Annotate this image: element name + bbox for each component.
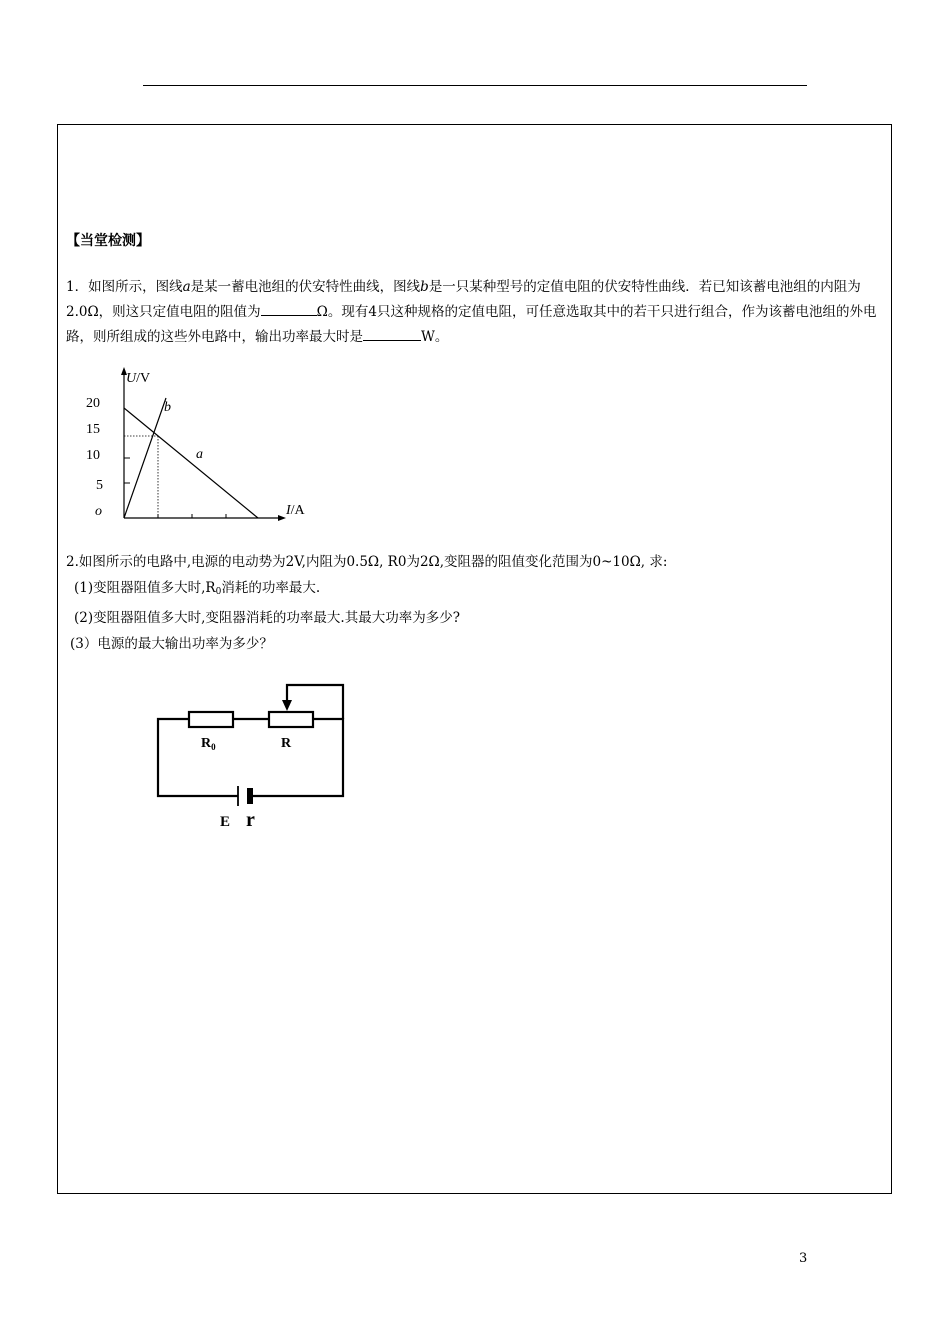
- section-title: 【当堂检测】: [66, 233, 150, 249]
- slider-arrow-icon: [282, 700, 292, 711]
- circuit-diagram: [150, 678, 360, 838]
- question-2-stem: 2.如图所示的电路中,电源的电动势为2V,内阻为0.5Ω, R0为2Ω,变阻器的阻值变化范围为0~10Ω, 求:: [66, 554, 668, 570]
- y-tick-label: 15: [86, 422, 100, 437]
- y-tick-label: 5: [96, 478, 103, 493]
- internal-resistance-label: r: [246, 809, 255, 831]
- wire-left: [158, 719, 238, 796]
- y-axis-label: U/V: [126, 371, 151, 386]
- line-a-label: a: [196, 447, 203, 462]
- resistor-r0: [189, 712, 233, 727]
- answer-blank-1[interactable]: [261, 301, 317, 316]
- rheostat-r: [269, 712, 313, 727]
- line-b-label: b: [164, 400, 171, 415]
- wire-right: [252, 719, 343, 796]
- y-tick-label: 10: [86, 448, 100, 463]
- emf-label: E: [220, 814, 231, 830]
- x-axis-arrow: [278, 515, 286, 521]
- origin-label: o: [95, 504, 102, 519]
- question-2: [66, 549, 888, 657]
- y-tick-label: 20: [86, 396, 100, 411]
- r0-label: $R_0$: [201, 736, 216, 752]
- x-axis-label: I/A: [286, 503, 305, 518]
- line-b: [124, 398, 166, 518]
- line-a: [124, 408, 258, 518]
- answer-blank-2[interactable]: [363, 326, 421, 341]
- ui-graph: [80, 365, 305, 525]
- r-label: R: [281, 736, 292, 751]
- question-2-item-1: (1)变阻器阻值多大时$,R_0$消耗的功率最大.: [74, 580, 321, 597]
- header-rule: [143, 85, 807, 86]
- battery-short-plate: [247, 788, 253, 804]
- question-1: 1．如图所示，图线a是某一蓄电池组的伏安特性曲线，图线b是一只某种型号的定值电阻的伏安特性曲线．若已知该蓄电池组的内阻为2.0Ω，则这只定值电阻的阻值为 Ω。现有4只这种规格的定值电阻，可任意选取其中的若干只进行组合，作为该蓄电池组的外电路，则所组成的这些外电路中，输出功率最大时是 W。: [66, 279, 877, 345]
- question-2-item-2: (2)变阻器阻值多大时,变阻器消耗的功率最大.其最大功率为多少?: [74, 610, 460, 626]
- question-2-item-3: (3）电源的最大输出功率为多少？: [70, 636, 273, 652]
- page-number: 3: [799, 1251, 808, 1266]
